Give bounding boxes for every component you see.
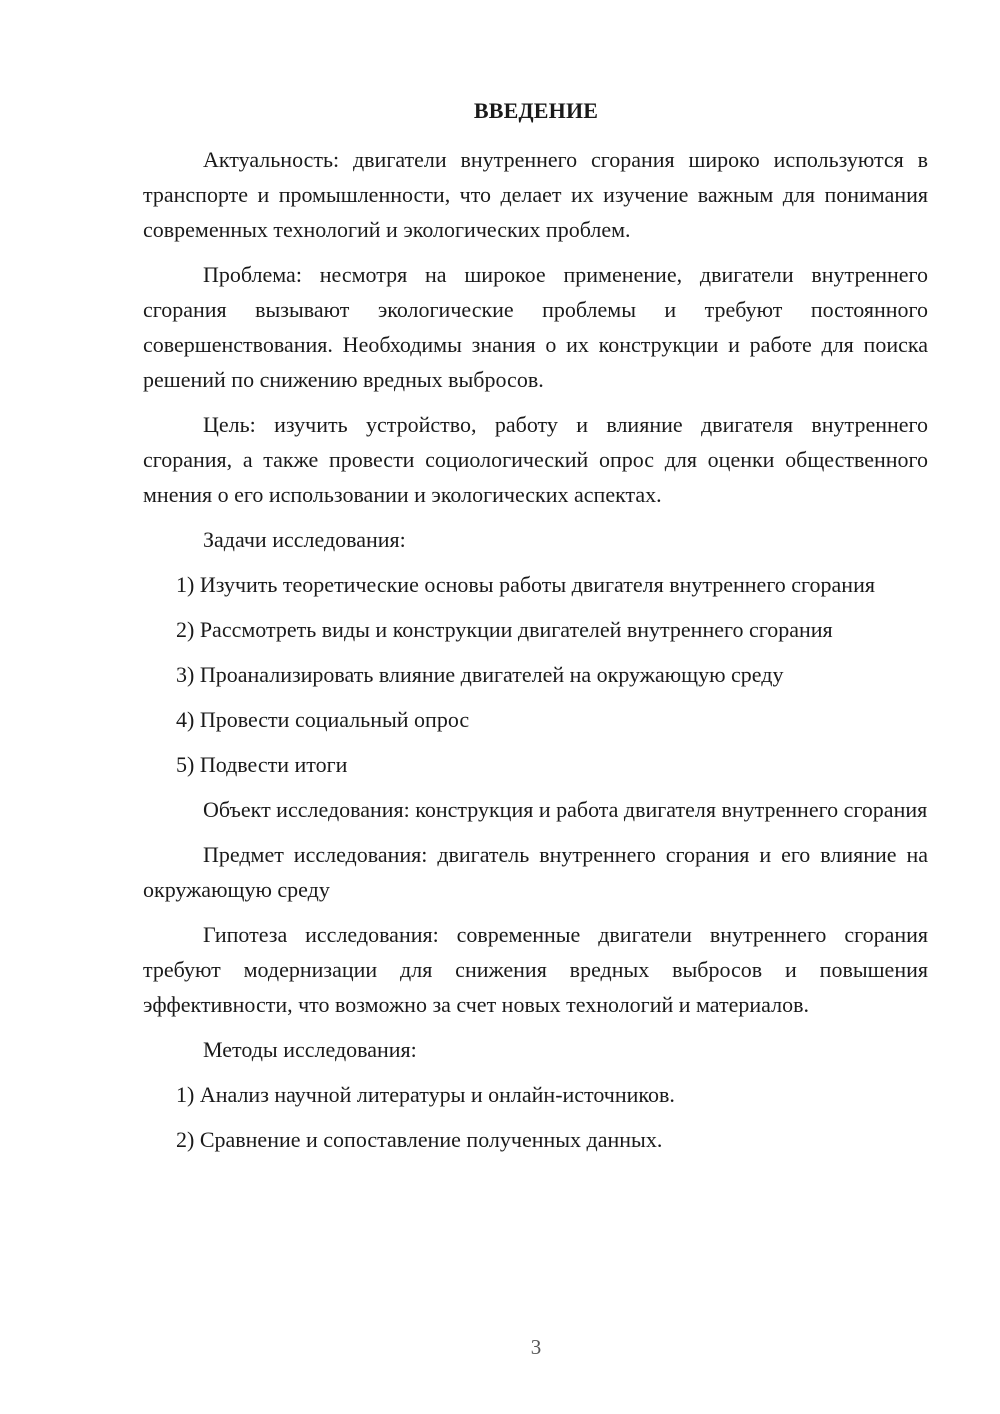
page-title: ВВЕДЕНИЕ <box>473 98 599 123</box>
goal-paragraph: Цель: изучить устройство, работу и влияние двигателя внутреннего сгорания, а также провести социологический опрос для оценки общественного мнения о его использовании и экологических аспектах. <box>143 412 928 507</box>
relevance-paragraph: Актуальность: двигатели внутреннего сгорания широко используются в транспорте и промышленности, что делает их изучение важным для понимания современных технологий и экологических проблем. <box>143 147 928 242</box>
task-item: 1) Изучить теоретические основы работы двигателя внутреннего сгорания <box>176 572 875 597</box>
body-text <box>143 142 928 1167</box>
hypothesis-paragraph: Гипотеза исследования: современные двигатели внутреннего сгорания требуют модернизации для снижения вредных выбросов и повышения эффективности, что возможно за счет новых технологий и материалов. <box>143 922 928 1017</box>
subject-paragraph: Предмет исследования: двигатель внутреннего сгорания и его влияние на окружающую среду <box>143 842 928 902</box>
task-item: 2) Рассмотреть виды и конструкции двигателей внутреннего сгорания <box>176 617 833 642</box>
task-item: 4) Провести социальный опрос <box>176 707 470 732</box>
object-paragraph: Объект исследования: конструкция и работа двигателя внутреннего сгорания <box>203 797 928 822</box>
task-item: 3) Проанализировать влияние двигателей на окружающую среду <box>176 662 784 687</box>
problem-paragraph: Проблема: несмотря на широкое применение, двигатели внутреннего сгорания вызывают экологические проблемы и требуют постоянного совершенствования. Необходимы знания о их конструкции и работе для поиска решений по снижению вредных выбросов. <box>143 262 928 392</box>
methods-heading: Методы исследования: <box>203 1037 417 1062</box>
task-item: 5) Подвести итоги <box>176 752 348 777</box>
method-item: 2) Сравнение и сопоставление полученных данных. <box>176 1127 663 1152</box>
tasks-heading: Задачи исследования: <box>203 527 406 552</box>
method-item: 1) Анализ научной литературы и онлайн-источников. <box>176 1082 675 1107</box>
page-number: 3 <box>530 1335 542 1359</box>
